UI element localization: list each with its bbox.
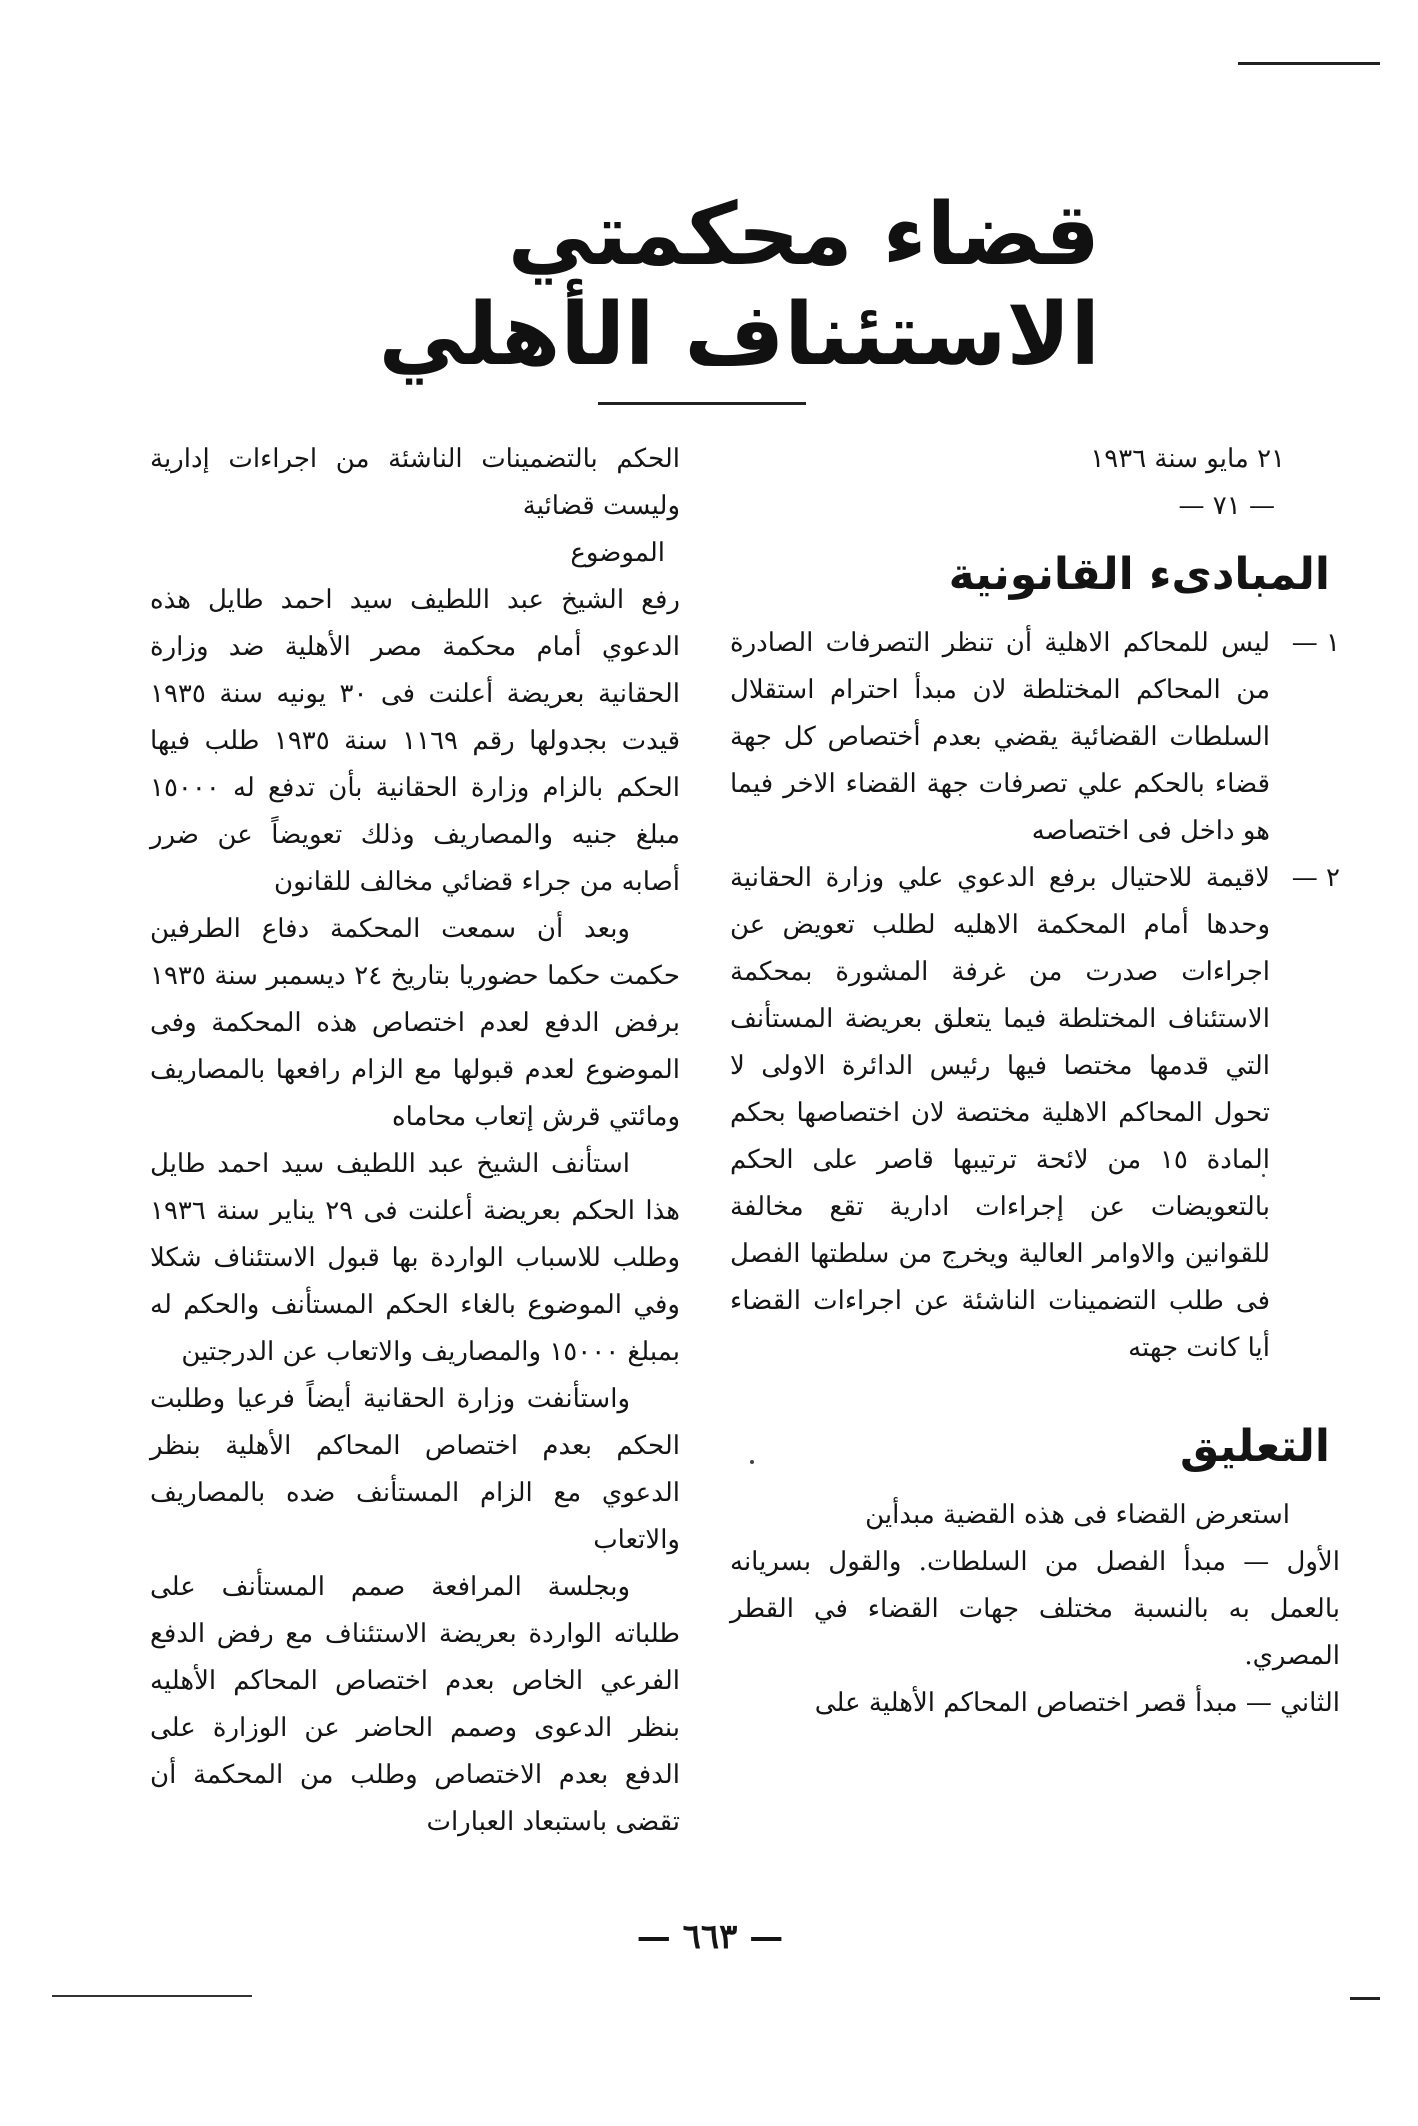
body-paragraph: وبعد أن سمعت المحكمة دفاع الطرفين حكمت حكما حضوريا بتاريخ ٢٤ ديسمبر سنة ١٩٣٥ برفض الدفع لعدم اختصاص هذه المحكمة وفى الموضوع لعدم قبولها مع الزام رافعها بالمصاريف ومائتي قرش إتعاب محاماه [150, 914, 680, 1132]
commentary-paragraph: الأول — مبدأ الفصل من السلطات. والقول بسريانه بالعمل به بالنسبة مختلف جهات القضاء في القطر المصري. [730, 1547, 1340, 1671]
bottom-right-rule [1350, 1997, 1380, 2000]
ruling-subject-intro: الحكم بالتضمينات الناشئة من اجراءات إدارية وليست قضائية [150, 444, 680, 521]
right-column [730, 436, 1340, 1727]
top-right-rule [1238, 62, 1380, 65]
left-column [150, 436, 680, 1846]
subject-heading: الموضوع [570, 538, 665, 568]
commentary-paragraph: الثاني — مبدأ قصر اختصاص المحاكم الأهلية على [814, 1688, 1340, 1718]
commentary-paragraph: استعرض القضاء فى هذه القضية مبدأين [865, 1500, 1290, 1530]
principle-item [730, 855, 1340, 1372]
body-paragraph: واستأنفت وزارة الحقانية أيضاً فرعيا وطلبت الحكم بعدم اختصاص المحاكم الأهلية بنظر الدعوي مع الزام المستأنف ضده بالمصاريف والاتعاب [150, 1384, 680, 1555]
principle-number: ٢ — [1291, 863, 1340, 893]
body-paragraph: استأنف الشيخ عبد اللطيف سيد احمد طايل هذا الحكم بعريضة أعلنت فى ٢٩ يناير سنة ١٩٣٦ وطلب للاسباب الواردة بها قبول الاستئناف شكلا وفي الموضوع بالغاء الحكم المستأنف والحكم له بمبلغ ١٥٠٠٠ والمصاريف والاتعاب عن الدرجتين [150, 1149, 680, 1367]
body-paragraph: رفع الشيخ عبد اللطيف سيد احمد طايل هذه الدعوي أمام محكمة مصر الأهلية ضد وزارة الحقانية بعريضة أعلنت فى ٣٠ يونيه سنة ١٩٣٥ قيدت بجدولها رقم ١١٦٩ سنة ١٩٣٥ طلب فيها الحكم بالزام وزارة الحقانية بأن تدفع له ١٥٠٠٠ مبلغ جنيه والمصاريف وذلك تعويضاً عن ضرر أصابه من جراء قضائي مخالف للقانون [150, 585, 680, 897]
ruling-date: ٢١ مايو سنة ١٩٣٦ [1090, 444, 1285, 474]
case-number: — ٧١ — [1178, 491, 1275, 521]
page-title: قضاء محكمتي الاستئناف الأهلي [378, 185, 1100, 385]
body-paragraph: وبجلسة المرافعة صمم المستأنف على طلباته الواردة بعريضة الاستئناف مع رفض الدفع الفرعي الخاص بعدم اختصاص المحاكم الأهليه بنظر الدعوى وصمم الحاضر عن الوزارة على الدفع بعدم الاختصاص وطلب من المحكمة أن تقضى باستبعاد العبارات [150, 1572, 680, 1837]
principle-text: ليس للمحاكم الاهلية أن تنظر التصرفات الصادرة من المحاكم المختلطة لان مبدأ احترام استقلال السلطات القضائية يقضي بعدم أختصاص كل جهة قضاء بالحكم علي تصرفات جهة القضاء الاخر فيما هو داخل فى اختصاصه [730, 628, 1270, 846]
title-divider [598, 402, 806, 405]
commentary-heading: التعليق [1180, 1421, 1330, 1472]
principle-number: ١ — [1291, 628, 1340, 658]
principle-item [730, 620, 1340, 855]
bottom-left-rule [52, 1995, 252, 1997]
principles-heading: المبادىء القانونية [948, 549, 1330, 600]
principle-text: لاقيمة للاحتيال برفع الدعوي علي وزارة الحقانية وحدها أمام المحكمة الاهليه لطلب تعويض عن اجراءات صدرت من غرفة المشورة بمحكمة الاستئناف المختلطة فيما يتعلق بعريضة المستأنف التي قدمها مختصا فيها رئيس الدائرة الاولى لا تحول المحاكم الاهلية مختصة لان اختصاصها بحكم المادة ١٥ من لائحة ترتيبها قاصر على الحكم بالتعويضات عن إجراءات ادارية تقع مخالفة للقوانين والاوامر العالية ويخرج من سلطتها الفصل فى طلب التضمينات الناشئة عن اجراءات القضاء أيا كانت جهته [730, 863, 1270, 1363]
page-number: — ٦٦٣ — [636, 1917, 784, 1957]
